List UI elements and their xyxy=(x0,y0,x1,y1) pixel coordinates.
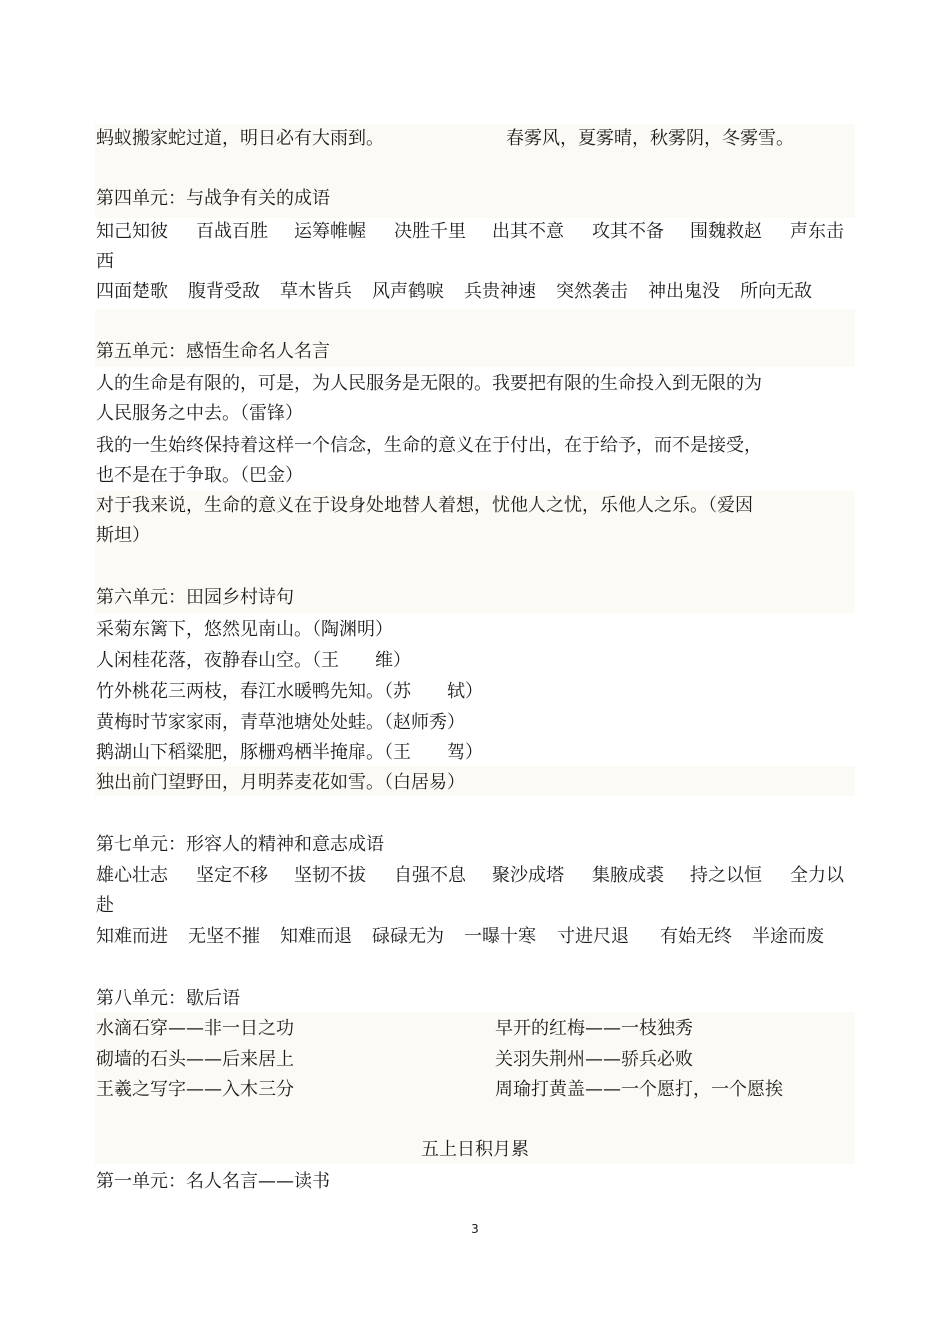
poem-line: 竹外桃花三两枝，春江水暖鸭先知。（苏 轼） xyxy=(96,681,483,702)
xiehouyu-item: 早开的红梅——一枝独秀 xyxy=(495,1018,693,1039)
poem-line: 采菊东篱下，悠然见南山。（陶渊明） xyxy=(96,619,393,640)
idiom: 百战百胜 xyxy=(196,221,268,242)
idiom: 有始无终 xyxy=(660,926,732,947)
page-number: 3 xyxy=(471,1222,479,1236)
idiom: 风声鹤唳 xyxy=(372,281,444,302)
idiom-wrap: 赴 xyxy=(96,895,114,916)
quote-line: 对于我来说，生命的意义在于设身处地替人着想，忧他人之忧，乐他人之乐。（爱因 xyxy=(96,495,753,516)
idiom: 无坚不摧 xyxy=(188,926,260,947)
unit8-heading: 第八单元：歇后语 xyxy=(96,988,240,1009)
idiom: 坚定不移 xyxy=(196,865,268,886)
idiom: 一曝十寒 xyxy=(464,926,536,947)
poem-line: 鹅湖山下稻粱肥，豚栅鸡栖半掩扉。（王 驾） xyxy=(96,742,483,763)
quote-line: 人民服务之中去。（雷锋） xyxy=(96,403,303,424)
idiom: 神出鬼没 xyxy=(648,281,720,302)
quote-line: 斯坦） xyxy=(96,525,150,546)
idiom: 所向无敌 xyxy=(740,281,812,302)
idiom: 坚韧不拔 xyxy=(294,865,366,886)
poem-line: 独出前门望野田，月明荞麦花如雪。（白居易） xyxy=(96,772,465,793)
idiom: 知己知彼 xyxy=(96,221,168,242)
unit6-heading: 第六单元：田园乡村诗句 xyxy=(96,587,294,608)
section-title: 五上日积月累 xyxy=(421,1139,529,1160)
idiom: 草木皆兵 xyxy=(280,281,352,302)
quote-line: 人的生命是有限的，可是，为人民服务是无限的。我要把有限的生命投入到无限的为 xyxy=(96,373,762,394)
idiom: 兵贵神速 xyxy=(464,281,536,302)
idiom: 决胜千里 xyxy=(394,221,466,242)
idiom: 碌碌无为 xyxy=(372,926,444,947)
proverb-line: 蚂蚁搬家蛇过道，明日必有大雨到。 xyxy=(96,128,384,149)
idiom-wrap: 西 xyxy=(96,251,114,272)
idiom: 持之以恒 xyxy=(690,865,762,886)
idiom: 自强不息 xyxy=(394,865,466,886)
xiehouyu-item: 王羲之写字——入木三分 xyxy=(96,1079,294,1100)
idiom: 腹背受敌 xyxy=(188,281,260,302)
proverb-line: 春雾风，夏雾晴，秋雾阴，冬雾雪。 xyxy=(506,128,794,149)
idiom: 寸进尺退 xyxy=(557,926,629,947)
idiom: 攻其不备 xyxy=(592,221,664,242)
idiom: 雄心壮志 xyxy=(96,865,168,886)
quote-line: 也不是在于争取。（巴金） xyxy=(96,465,303,486)
idiom: 半途而废 xyxy=(752,926,824,947)
idiom: 四面楚歌 xyxy=(96,281,168,302)
idiom: 知难而退 xyxy=(280,926,352,947)
quote-line: 我的一生始终保持着这样一个信念，生命的意义在于付出，在于给予，而不是接受， xyxy=(96,435,762,456)
idiom: 知难而进 xyxy=(96,926,168,947)
next-unit-heading: 第一单元：名人名言——读书 xyxy=(96,1171,330,1192)
unit5-heading: 第五单元：感悟生命名人名言 xyxy=(96,341,330,362)
poem-line: 人闲桂花落，夜静春山空。（王 维） xyxy=(96,650,411,671)
xiehouyu-item: 砌墙的石头——后来居上 xyxy=(96,1049,294,1070)
xiehouyu-item: 关羽失荆州——骄兵必败 xyxy=(495,1049,693,1070)
xiehouyu-item: 水滴石穿——非一日之功 xyxy=(96,1018,294,1039)
unit4-heading: 第四单元：与战争有关的成语 xyxy=(96,188,330,209)
idiom: 运筹帷幄 xyxy=(294,221,366,242)
unit7-heading: 第七单元：形容人的精神和意志成语 xyxy=(96,834,384,855)
idiom: 集腋成裘 xyxy=(592,865,664,886)
idiom: 声东击 xyxy=(790,221,844,242)
idiom: 出其不意 xyxy=(492,221,564,242)
idiom: 突然袭击 xyxy=(556,281,628,302)
idiom: 围魏救赵 xyxy=(690,221,762,242)
idiom: 聚沙成塔 xyxy=(492,865,564,886)
idiom: 全力以 xyxy=(790,865,844,886)
poem-line: 黄梅时节家家雨，青草池塘处处蛙。（赵师秀） xyxy=(96,712,465,733)
xiehouyu-item: 周瑜打黄盖——一个愿打，一个愿挨 xyxy=(495,1079,783,1100)
